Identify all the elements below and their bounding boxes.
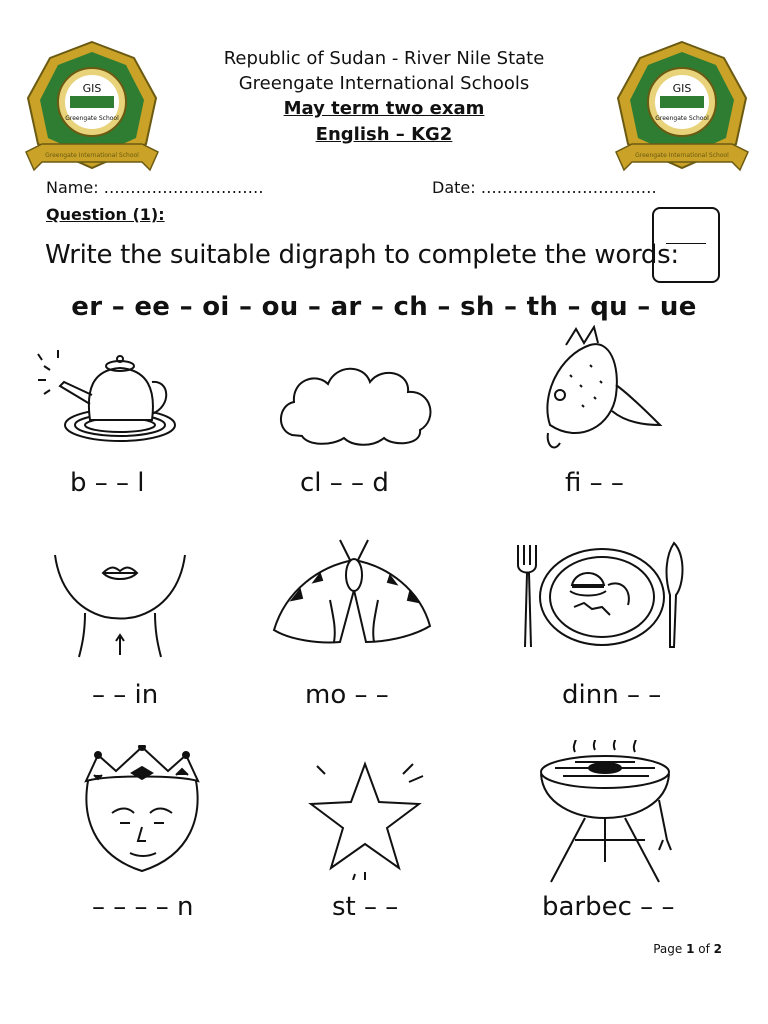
- word-fish[interactable]: fi – –: [565, 468, 624, 498]
- page-current: 1: [686, 942, 695, 956]
- header-school: Greengate International Schools: [238, 73, 530, 94]
- word-bowl[interactable]: b – – l: [70, 468, 145, 498]
- kettle-icon: [20, 340, 190, 455]
- header-country: Republic of Sudan - River Nile State: [223, 48, 545, 69]
- score-box[interactable]: [652, 207, 720, 283]
- word-moth[interactable]: mo – –: [305, 680, 389, 710]
- dinner-plate-icon: [512, 535, 682, 650]
- word-queen[interactable]: – – – – n: [92, 892, 194, 922]
- header-exam: May term two exam: [283, 98, 485, 119]
- barbecue-icon: [535, 740, 705, 855]
- chin-icon: [45, 545, 215, 660]
- question-label: Question (1):: [46, 205, 165, 224]
- word-star[interactable]: st – –: [332, 892, 399, 922]
- word-dinner[interactable]: dinn – –: [562, 680, 662, 710]
- logo-ribbon-text: Greengate International School: [635, 152, 729, 159]
- page-number: [653, 942, 722, 956]
- logo-name: Greengate School: [655, 115, 709, 122]
- logo-name: Greengate School: [65, 115, 119, 122]
- school-logo-right: [612, 40, 752, 190]
- digraph-list: er – ee – oi – ou – ar – ch – sh – th – qu – ue: [71, 292, 697, 322]
- word-chin[interactable]: – – in: [92, 680, 159, 710]
- date-field[interactable]: Date: ……………………………: [432, 178, 657, 197]
- question-instruction: Write the suitable digraph to complete the words:: [45, 240, 679, 270]
- page-prefix: Page: [653, 942, 687, 956]
- header-subject: English – KG2: [315, 124, 453, 145]
- cloud-icon: [272, 350, 442, 465]
- page-total: 2: [713, 942, 722, 956]
- logo-initials: GIS: [82, 82, 102, 95]
- school-logo-left: [22, 40, 162, 190]
- fish-icon: [520, 325, 690, 440]
- logo-ribbon-text: Greengate International School: [45, 152, 139, 159]
- word-cloud[interactable]: cl – – d: [300, 468, 389, 498]
- name-field[interactable]: Name: …………………………: [46, 178, 264, 197]
- queen-icon: [72, 745, 242, 860]
- moth-icon: [270, 530, 440, 645]
- word-barbecue[interactable]: barbec – –: [542, 892, 675, 922]
- logo-initials: GIS: [672, 82, 692, 95]
- star-icon: [305, 760, 475, 875]
- page-of: of: [694, 942, 714, 956]
